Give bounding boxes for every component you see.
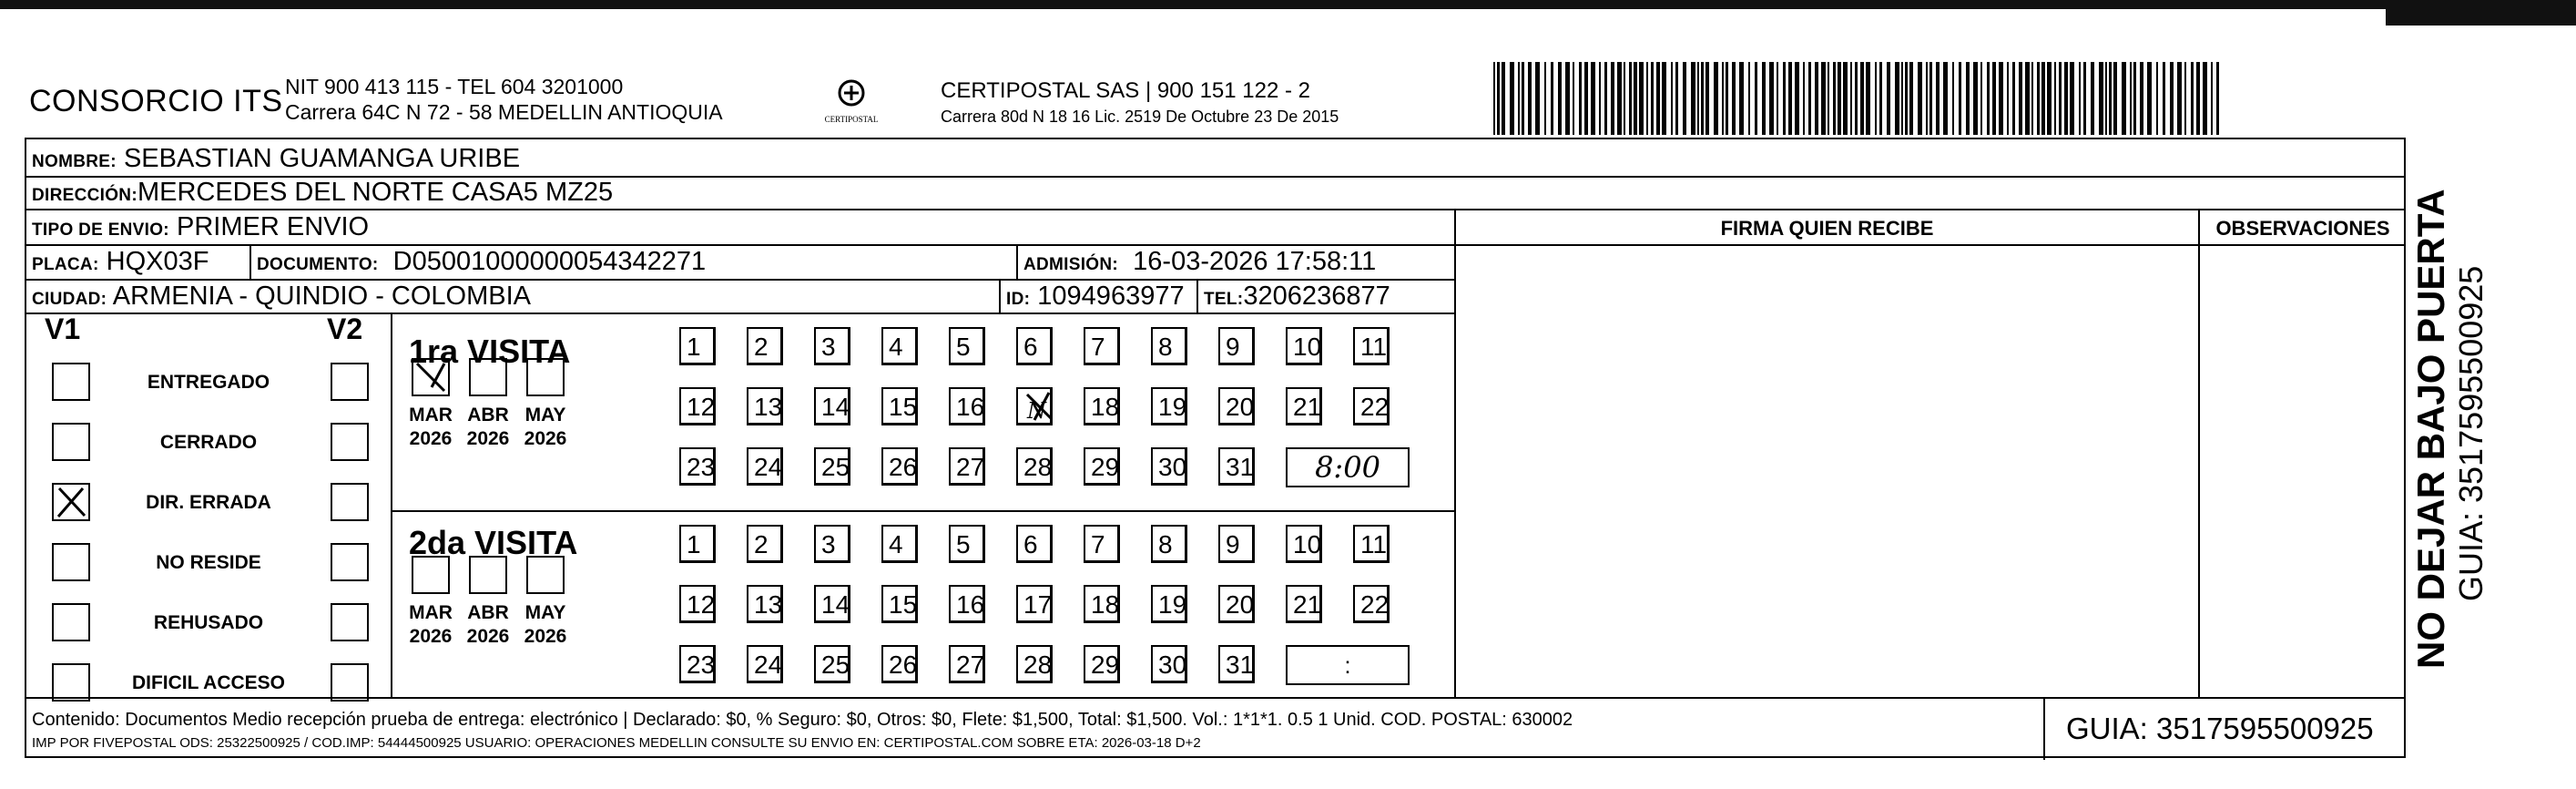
barcode-bar — [1918, 62, 1922, 135]
tel-field: TEL:3206236877 — [1204, 282, 1390, 311]
month-checkbox[interactable] — [412, 556, 450, 594]
day-box[interactable]: 31 — [1218, 447, 1255, 486]
day-box[interactable]: 12 — [679, 585, 716, 623]
carrier-name: CERTIPOSTAL SAS | 900 151 122 - 2 — [941, 78, 1310, 103]
day-box[interactable]: 1 — [679, 327, 716, 365]
barcode-bar — [1701, 62, 1704, 135]
observaciones-header: OBSERVACIONES — [2215, 217, 2390, 240]
barcode-bar — [1691, 62, 1695, 135]
day-box[interactable]: 1 — [679, 525, 716, 563]
day-box[interactable]: 20 — [1218, 585, 1255, 623]
barcode-bar — [2203, 62, 2207, 135]
month-label: MAR 2026 — [409, 405, 453, 449]
day-box[interactable]: 4 — [881, 327, 918, 365]
barcode-bar — [2064, 62, 2068, 135]
day-box[interactable]: 13 — [747, 387, 783, 425]
tipo-envio-field: TIPO DE ENVIO: PRIMER ENVIO — [32, 212, 370, 241]
barcode-bar — [2105, 62, 2107, 135]
barcode-bar — [1639, 62, 1644, 135]
day-box[interactable]: 24 — [747, 645, 783, 683]
day-box[interactable]: 12 — [679, 387, 716, 425]
barcode-bar — [1646, 62, 1648, 135]
day-box[interactable]: 30 — [1151, 645, 1187, 683]
day-box[interactable]: 25 — [814, 447, 850, 486]
barcode-bar — [1788, 62, 1792, 135]
day-box[interactable]: 28 — [1016, 447, 1053, 486]
barcode-bar — [2191, 62, 2194, 135]
barcode-bar — [2047, 62, 2052, 135]
day-box[interactable]: 21 — [1286, 585, 1322, 623]
month-label: ABR 2026 — [466, 405, 510, 449]
barcode-bar — [1855, 62, 1858, 135]
barcode-bar — [1518, 62, 1520, 135]
day-box[interactable]: 22 — [1353, 387, 1390, 425]
day-box[interactable]: 30 — [1151, 447, 1187, 486]
barcode-bar — [1875, 62, 1877, 135]
day-box[interactable]: 11 — [1353, 327, 1390, 365]
barcode-bar — [1502, 62, 1505, 135]
barcode-bar — [2091, 62, 2094, 135]
barcode-bar — [2070, 62, 2074, 135]
first-visit-title: 1ra VISITA — [409, 333, 571, 370]
barcode-bar — [1697, 62, 1699, 135]
day-box[interactable]: 5 — [949, 525, 985, 563]
top-edge-stub — [2386, 9, 2576, 26]
barcode-bar — [2019, 62, 2022, 135]
barcode — [1493, 62, 2222, 135]
day-box[interactable]: 9 — [1218, 525, 1255, 563]
svg-text:N: N — [1027, 398, 1046, 424]
barcode-bar — [2007, 62, 2009, 135]
barcode-bar — [1895, 62, 1899, 135]
v2-checkbox[interactable] — [331, 483, 369, 521]
barcode-bar — [1671, 62, 1673, 135]
day-box[interactable]: 3 — [814, 327, 850, 365]
day-box[interactable]: 5 — [949, 327, 985, 365]
day-box[interactable]: 9 — [1218, 327, 1255, 365]
barcode-bar — [2025, 62, 2030, 135]
month-checkbox[interactable] — [412, 358, 450, 396]
barcode-bar — [1943, 62, 1948, 135]
visit-time-box[interactable]: : — [1286, 645, 1410, 685]
day-box[interactable]: 18 — [1084, 585, 1120, 623]
day-box[interactable]: 26 — [881, 645, 918, 683]
month-label: MAR 2026 — [409, 602, 453, 647]
v2-checkbox[interactable] — [331, 363, 369, 401]
day-box[interactable]: 15 — [881, 585, 918, 623]
admision-value: 16-03-2026 17:58:11 — [1133, 247, 1377, 276]
barcode-bar — [1999, 62, 2003, 135]
barcode-bar — [2059, 62, 2062, 135]
day-box[interactable]: 15 — [881, 387, 918, 425]
barcode-bar — [1808, 62, 1811, 135]
barcode-bar — [1591, 62, 1595, 135]
barcode-bar — [1662, 62, 1666, 135]
barcode-bar — [1901, 62, 1903, 135]
barcode-bar — [1565, 62, 1570, 135]
day-box[interactable]: 21 — [1286, 387, 1322, 425]
day-box[interactable]: 16 — [949, 585, 985, 623]
barcode-bar — [1909, 62, 1913, 135]
day-box[interactable]: 10 — [1286, 327, 1322, 365]
barcode-bar — [1795, 62, 1799, 135]
day-box[interactable]: 4 — [881, 525, 918, 563]
v2-checkbox[interactable] — [331, 603, 369, 641]
barcode-bar — [1905, 62, 1908, 135]
day-box[interactable]: 16 — [949, 387, 985, 425]
barcode-bar — [1544, 62, 1546, 135]
day-box[interactable]: 6 — [1016, 525, 1053, 563]
v1-checkbox[interactable] — [52, 603, 90, 641]
month-label: MAY 2026 — [524, 405, 567, 449]
barcode-bar — [1973, 62, 1978, 135]
barcode-bar — [2170, 62, 2174, 135]
barcode-bar — [1624, 62, 1625, 135]
barcode-bar — [1705, 62, 1709, 135]
barcode-bar — [1497, 62, 1500, 135]
barcode-bar — [1579, 62, 1582, 135]
logo-text: CERTIPOSTAL — [824, 115, 879, 124]
barcode-bar — [1966, 62, 1970, 135]
barcode-bar — [2163, 62, 2165, 135]
v1-checkbox[interactable] — [52, 483, 90, 521]
v1-header: V1 — [45, 313, 81, 345]
day-box[interactable]: 20 — [1218, 387, 1255, 425]
v1-checkbox[interactable] — [52, 543, 90, 581]
barcode-bar — [2147, 62, 2152, 135]
barcode-bar — [1611, 62, 1614, 135]
placa-value: HQX03F — [106, 247, 209, 276]
contenido-line: Contenido: Documentos Medio recepción prueba de entrega: electrónico | Declarado: $0, % Seguro: $0, Otros: $0, Flete: $1,500, Total: $1,500. Vol.: 1*1*1. 0.5 1 Unid. COD. POSTAL: 630002 — [32, 710, 1573, 730]
v2-checkbox[interactable] — [331, 423, 369, 461]
day-box[interactable]: 19 — [1151, 387, 1187, 425]
side-warning: NO DEJAR BAJO PUERTA — [2409, 189, 2452, 669]
month-label: ABR 2026 — [466, 602, 510, 647]
day-box[interactable]: 23 — [679, 645, 716, 683]
barcode-bar — [1833, 62, 1836, 135]
barcode-bar — [1959, 62, 1961, 135]
day-box[interactable]: 19 — [1151, 585, 1187, 623]
barcode-bar — [1755, 62, 1757, 135]
barcode-bar — [2041, 62, 2045, 135]
day-box[interactable]: 27 — [949, 447, 985, 486]
barcode-bar — [1769, 62, 1774, 135]
day-box[interactable]: 24 — [747, 447, 783, 486]
barcode-bar — [1821, 62, 1826, 135]
status-label: NO RESIDE — [156, 552, 261, 573]
admision-field: ADMISIÓN: 16-03-2026 17:58:11 — [1023, 247, 1377, 276]
barcode-bar — [1860, 62, 1864, 135]
v2-header: V2 — [327, 313, 363, 345]
day-box[interactable]: 3 — [814, 525, 850, 563]
barcode-bar — [1683, 62, 1686, 135]
barcode-bar — [2113, 62, 2117, 135]
barcode-bar — [1732, 62, 1736, 135]
barcode-bar — [1604, 62, 1607, 135]
day-box[interactable]: 10 — [1286, 525, 1322, 563]
day-box[interactable] — [1016, 387, 1053, 425]
barcode-bar — [2156, 62, 2158, 135]
barcode-bar — [2012, 62, 2015, 135]
day-box[interactable]: 14 — [814, 387, 850, 425]
id-value: 1094963977 — [1037, 282, 1185, 311]
barcode-bar — [2184, 62, 2186, 135]
tel-value: 3206236877 — [1243, 282, 1390, 311]
barcode-bar — [1617, 62, 1622, 135]
firma-header: FIRMA QUIEN RECIBE — [1720, 217, 1934, 240]
barcode-bar — [2216, 62, 2219, 135]
company-address: Carrera 64C N 72 - 58 MEDELLIN ANTIOQUIA — [285, 100, 723, 124]
barcode-bar — [1714, 62, 1718, 135]
company-name: CONSORCIO ITS — [29, 84, 283, 118]
barcode-bar — [1634, 62, 1637, 135]
barcode-bar — [2109, 62, 2112, 135]
top-edge-bar — [0, 0, 2576, 9]
day-box[interactable]: 27 — [949, 645, 985, 683]
barcode-bar — [1980, 62, 1982, 135]
barcode-bar — [2054, 62, 2056, 135]
day-box[interactable]: 11 — [1353, 525, 1390, 563]
barcode-bar — [1651, 62, 1654, 135]
barcode-bar — [1722, 62, 1724, 135]
barcode-bar — [2140, 62, 2143, 135]
barcode-bar — [1528, 62, 1532, 135]
day-box[interactable]: 25 — [814, 645, 850, 683]
second-visit-title: 2da VISITA — [409, 524, 578, 561]
imp-line: IMP POR FIVEPOSTAL ODS: 25322500925 / COD.IMP: 54444500925 USUARIO: OPERACIONES MEDELLIN CONSULTE SU ENVIO EN: CERTIPOSTAL.COM SOBRE ETA: 2026-03-18 D+2 — [32, 735, 1201, 751]
day-box[interactable]: 8 — [1151, 327, 1187, 365]
day-box[interactable]: 22 — [1353, 585, 1390, 623]
side-guia: GUIA: 3517595500925 — [2452, 265, 2489, 601]
v1-checkbox[interactable] — [52, 363, 90, 401]
barcode-bar — [1952, 62, 1954, 135]
day-box[interactable]: 7 — [1084, 327, 1120, 365]
ciudad-field: CIUDAD: ARMENIA - QUINDIO - COLOMBIA — [32, 282, 531, 311]
barcode-bar — [1599, 62, 1601, 135]
status-label: CERRADO — [159, 432, 258, 453]
barcode-bar — [1879, 62, 1882, 135]
carrier-license: Carrera 80d N 18 16 Lic. 2519 De Octubre 23 De 2015 — [941, 108, 1339, 126]
documento-field: DOCUMENTO: D05001000000054342271 — [257, 247, 707, 276]
day-box[interactable]: 26 — [881, 447, 918, 486]
barcode-bar — [1926, 62, 1928, 135]
barcode-bar — [1535, 62, 1540, 135]
day-box[interactable]: 23 — [679, 447, 716, 486]
barcode-bar — [1584, 62, 1588, 135]
barcode-bar — [2122, 62, 2126, 135]
barcode-bar — [1656, 62, 1660, 135]
nombre-field: NOMBRE: SEBASTIAN GUAMANGA URIBE — [32, 144, 521, 173]
barcode-bar — [2079, 62, 2081, 135]
day-box[interactable]: 13 — [747, 585, 783, 623]
barcode-bar — [1739, 62, 1744, 135]
barcode-bar — [1850, 62, 1852, 135]
barcode-bar — [1936, 62, 1940, 135]
barcode-bar — [1510, 62, 1514, 135]
day-box[interactable]: 31 — [1218, 645, 1255, 683]
barcode-bar — [1992, 62, 1996, 135]
barcode-bar — [2177, 62, 2182, 135]
v2-checkbox[interactable] — [331, 663, 369, 702]
status-label: DIR. ERRADA — [146, 492, 271, 513]
barcode-bar — [1803, 62, 1805, 135]
day-box[interactable]: 7 — [1084, 525, 1120, 563]
barcode-bar — [2083, 62, 2086, 135]
day-box[interactable]: 8 — [1151, 525, 1187, 563]
barcode-bar — [1748, 62, 1750, 135]
documento-value: D05001000000054342271 — [392, 247, 707, 276]
barcode-bar — [1777, 62, 1778, 135]
status-label: DIFICIL ACCESO — [131, 672, 285, 693]
barcode-bar — [1522, 62, 1524, 135]
month-checkbox[interactable] — [526, 556, 565, 594]
barcode-bar — [2130, 62, 2132, 135]
day-box[interactable]: 17 — [1016, 585, 1053, 623]
barcode-bar — [2037, 62, 2040, 135]
barcode-bar — [1675, 62, 1678, 135]
id-field: ID: 1094963977 — [1006, 282, 1185, 311]
month-checkbox[interactable] — [469, 556, 507, 594]
v2-checkbox[interactable] — [331, 543, 369, 581]
placa-field: PLACA: HQX03F — [32, 247, 209, 276]
barcode-bar — [2211, 62, 2213, 135]
barcode-bar — [2196, 62, 2200, 135]
day-box[interactable]: 14 — [814, 585, 850, 623]
shipping-form — [25, 138, 2406, 758]
day-box[interactable]: 6 — [1016, 327, 1053, 365]
certipostal-logo — [824, 75, 879, 129]
barcode-bar — [2133, 62, 2136, 135]
visit-time-box[interactable]: 8:00 — [1286, 447, 1410, 487]
barcode-bar — [1551, 62, 1553, 135]
direccion-field: DIRECCIÓN:MERCEDES DEL NORTE CASA5 MZ25 — [32, 178, 614, 207]
barcode-bar — [1629, 62, 1632, 135]
day-box[interactable]: 29 — [1084, 447, 1120, 486]
footer-guia: GUIA: 3517595500925 — [2066, 712, 2374, 745]
barcode-bar — [1987, 62, 1990, 135]
day-box[interactable]: 2 — [747, 327, 783, 365]
day-box[interactable]: 2 — [747, 525, 783, 563]
ciudad-value: ARMENIA - QUINDIO - COLOMBIA — [112, 282, 531, 311]
company-nit: NIT 900 413 115 - TEL 604 3201000 — [285, 75, 624, 98]
status-label: REHUSADO — [153, 612, 264, 633]
month-checkbox[interactable] — [526, 358, 565, 396]
barcode-bar — [1815, 62, 1818, 135]
nombre-value: SEBASTIAN GUAMANGA URIBE — [123, 144, 521, 173]
barcode-bar — [1828, 62, 1829, 135]
barcode-bar — [1573, 62, 1574, 135]
barcode-bar — [1493, 62, 1495, 135]
barcode-bar — [2031, 62, 2033, 135]
v1-checkbox[interactable] — [52, 423, 90, 461]
barcode-bar — [2099, 62, 2103, 135]
day-box[interactable]: 18 — [1084, 387, 1120, 425]
barcode-bar — [1726, 62, 1728, 135]
barcode-bar — [1843, 62, 1848, 135]
barcode-bar — [1762, 62, 1766, 135]
v1-checkbox[interactable] — [52, 663, 90, 702]
barcode-bar — [1783, 62, 1786, 135]
barcode-bar — [1866, 62, 1870, 135]
direccion-value: MERCEDES DEL NORTE CASA5 MZ25 — [137, 178, 614, 207]
day-box[interactable]: 29 — [1084, 645, 1120, 683]
barcode-bar — [1887, 62, 1890, 135]
barcode-bar — [1838, 62, 1841, 135]
barcode-bar — [1929, 62, 1932, 135]
status-label: ENTREGADO — [147, 372, 270, 393]
day-box[interactable]: 28 — [1016, 645, 1053, 683]
month-checkbox[interactable] — [469, 358, 507, 396]
tipo-envio-value: PRIMER ENVIO — [177, 212, 370, 241]
barcode-bar — [1558, 62, 1562, 135]
month-label: MAY 2026 — [524, 602, 567, 647]
